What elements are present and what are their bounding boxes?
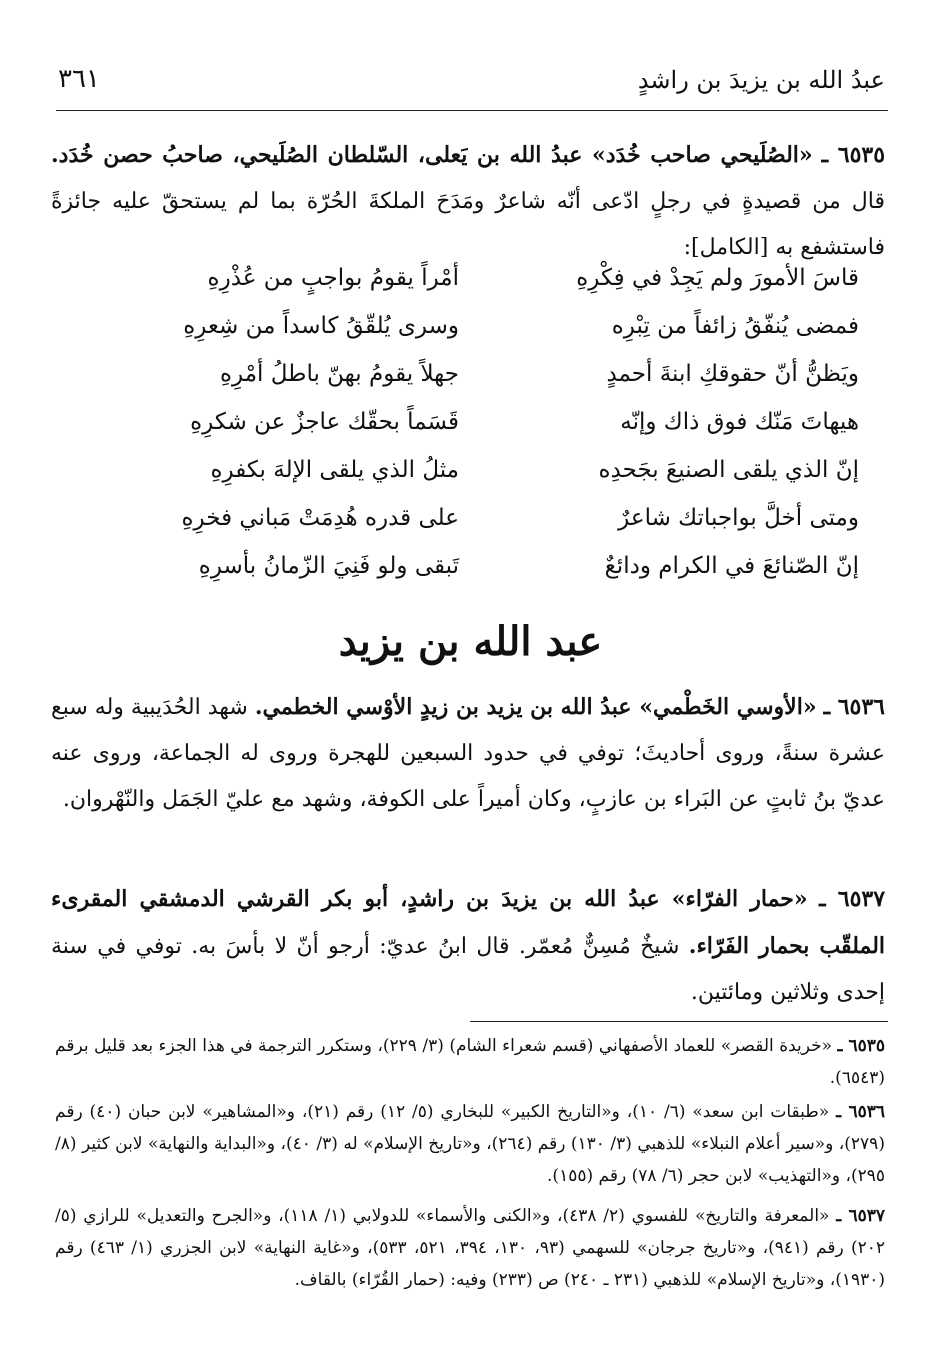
footnote-number: ٦٥٣٦ ـ [836,1102,885,1122]
poem-verse [89,265,859,313]
poem-verse [89,505,859,553]
header-rule [56,110,888,111]
verse-second-hemistich: تَبقى ولو فَنِيَ الزّمانُ بأسرِهِ [198,553,459,579]
entry-number: ٦٥٣٥ ـ [821,142,886,168]
footnote [55,1200,885,1296]
entry-number: ٦٥٣٧ ـ [819,886,886,912]
verse-first-hemistich: إنّ الصّنائعَ في الكرام ودائعٌ [604,553,859,579]
poem-verse [89,553,859,601]
verse-second-hemistich: على قدره هُدِمَتْ مَباني فخرِهِ [181,505,459,531]
verse-first-hemistich: هيهاتَ مَنّك فوق ذاك وإنّه [620,409,859,435]
entry-6537 [51,876,885,1016]
footnote-text: «خريدة القصر» للعماد الأصفهاني (قسم شعراء الشام) (٣/ ٢٢٩)، وستكرر الترجمة في هذا الجزء بعد قليل برقم (٦٥٤٣). [55,1036,885,1088]
section-title: عبد الله بن يزيد [338,618,603,665]
entry-body: شهد الحُدَيبية وله سبع عشرة سنةً، وروى أحاديثَ؛ توفي في حدود السبعين للهجرة وروى له الجماعة، وروى عنه عديّ بنُ ثابتٍ عن البَراء بن عازبٍ، وكان أميراً على الكوفة، وشهد مع عليّ الجَمَل والنّهْروان. [51,695,885,812]
running-title: عبدُ الله بن يزيدَ بن راشدٍ [637,66,885,94]
entry-heading: «الصُلَيحي صاحب خُدَد» عبدُ الله بن يَعلى، السّلطان الصُلَيحي، صاحبُ حصن خُدَد. [51,142,813,168]
footnote [55,1030,885,1094]
poem-verse [89,457,859,505]
footnote-text: «المعرفة والتاريخ» للفسوي (٢/ ٤٣٨)، و«الكنى والأسماء» للدولابي (١/ ١١٨)، و«الجرح والتعديل» للرازي (٥/ ٢٠٢) رقم (٩٤١)، و«تاريخ جرجان» للسهمي (٩٣، ١٣٠، ٣٩٤، ٥٢١، ٥٣٣)، و«غاية النهاية» لابن الجزري (١/ ٤٦٣) رقم (١٩٣٠)، و«تاريخ الإسلام» للذهبي (٢٣١ ـ ٢٤٠) ص (٢٣٣) وفيه: (حمار القُرّاء) بالقاف. [55,1206,886,1290]
footnote [55,1096,885,1192]
entry-body: قال من قصيدةٍ في رجلٍ ادّعى أنّه شاعرٌ ومَدَحَ الملكةَ الحُرّة بما لم يستحقّ عليه جائزةً فاستشفع به [الكامل]: [51,189,885,260]
verse-first-hemistich: ويَظنُّ أنّ حقوقكِ ابنةَ أحمدٍ [606,361,859,387]
poem-verse [89,409,859,457]
verse-first-hemistich: فمضى يُنفّقُ زائفاً من تِبْرِه [611,313,859,339]
verse-second-hemistich: مثلُ الذي يلقى الإلهَ بكفرِهِ [210,457,459,483]
poem-verse [89,361,859,409]
poem [89,265,859,601]
entry-heading: «الأوسي الخَطْمي» عبدُ الله بن يزيد بن زيدٍ الأوْسي الخطمي. [254,694,817,720]
verse-first-hemistich: إنّ الذي يلقى الصنيعَ بجَحدِه [598,457,859,483]
footnote-number: ٦٥٣٧ ـ [836,1206,886,1226]
poem-verse [89,313,859,361]
footnote-text: «طبقات ابن سعد» (٦/ ١٠)، و«التاريخ الكبير» للبخاري (٥/ ١٢) رقم (٢١)، و«المشاهير» لابن حبان (٤٠) رقم (٢٧٩)، و«سير أعلام النبلاء» للذهبي (٣/ ١٣٠) رقم (٢٦٤)، و«تاريخ الإسلام» له (٣/ ٤٠)، و«البداية والنهاية» لابن كثير (٨/ ٢٩٥)، و«التهذيب» لابن حجر (٦/ ٧٨) رقم (١٥٥). [55,1102,885,1186]
entry-number: ٦٥٣٦ ـ [823,694,885,720]
page-number: ٣٦١ [58,64,100,94]
entry-6536 [51,684,885,823]
entry-body: شيخٌ مُسِنٌّ مُعمّر. قال ابنُ عديّ: أرجو أنّ لا بأسَ به. توفي في سنة إحدى وثلاثين ومائتين. [51,934,885,1005]
verse-first-hemistich: ومتى أخلَّ بواجباتك شاعرٌ [618,505,859,531]
verse-first-hemistich: قاسَ الأمورَ ولم يَجِدْ في فِكْرِهِ [576,265,859,291]
entry-6535 [51,132,885,271]
entry-heading: «حمار الفرّاء» عبدُ الله بن يزيدَ بن راشدٍ، أبو بكر القرشي الدمشقي المقرىء الملقّب بحمار الفَرّاء. [51,886,886,959]
footnote-rule [470,1021,888,1022]
verse-second-hemistich: وسرى يُلقّقُ كاسداً من شِعرِهِ [183,313,459,339]
footnote-number: ٦٥٣٥ ـ [837,1036,885,1056]
verse-second-hemistich: جهلاً يقومُ بهنّ باطلُ أمْرِهِ [219,361,459,387]
verse-second-hemistich: قَسَماً بحقّك عاجزٌ عن شكرِهِ [190,409,459,435]
verse-second-hemistich: أمْراً يقومُ بواجبٍ من عُذْرِهِ [207,265,459,291]
